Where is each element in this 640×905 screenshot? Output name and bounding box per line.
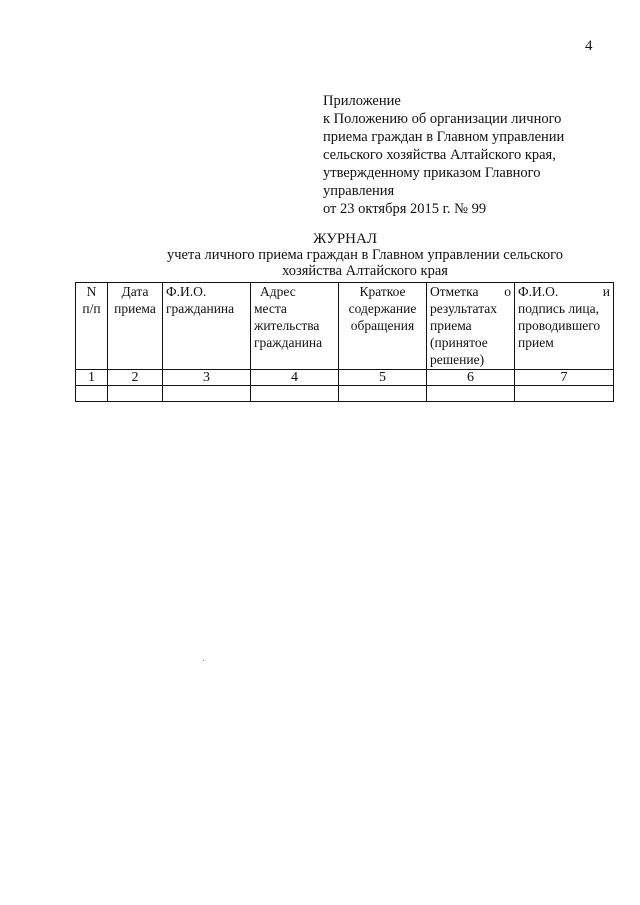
table-number-row	[76, 370, 614, 386]
column-number: 1	[76, 370, 108, 386]
empty-cell	[427, 386, 515, 402]
header-text: N	[86, 284, 97, 299]
column-number: 3	[163, 370, 251, 386]
header-word: Отметка	[430, 284, 479, 299]
empty-cell	[339, 386, 427, 402]
header-text: проводившего	[518, 318, 601, 333]
header-text: обращения	[350, 318, 415, 333]
appendix-block	[323, 92, 623, 218]
header-cell-date	[108, 283, 163, 370]
appendix-line: управления	[323, 183, 395, 199]
table-empty-row	[76, 386, 614, 402]
header-text: жительства	[254, 318, 320, 333]
column-number: 4	[251, 370, 339, 386]
header-cell-number	[76, 283, 108, 370]
header-cell-summary	[339, 283, 427, 370]
header-cell-address	[251, 283, 339, 370]
column-number: 6	[427, 370, 515, 386]
empty-cell	[251, 386, 339, 402]
appendix-line: Приложение	[323, 93, 401, 109]
header-text: Дата	[121, 284, 149, 299]
empty-cell	[163, 386, 251, 402]
page-number: 4	[585, 38, 593, 54]
journal-subtitle-line: учета личного приема граждан в Главном управлении сельского	[167, 247, 563, 263]
header-text: результатах	[430, 301, 498, 316]
appendix-line: приема граждан в Главном управлении	[323, 129, 565, 145]
header-cell-official	[515, 283, 614, 370]
header-word: и	[602, 284, 610, 299]
header-text: гражданина	[254, 335, 323, 350]
header-text: решение)	[430, 352, 485, 367]
journal-table	[75, 282, 614, 402]
header-text: п/п	[82, 301, 101, 316]
header-text: прием	[518, 335, 554, 350]
appendix-line: сельского хозяйства Алтайского края,	[323, 147, 556, 163]
column-number: 7	[515, 370, 614, 386]
header-text: содержание	[348, 301, 417, 316]
header-cell-name	[163, 283, 251, 370]
header-text: приема	[430, 318, 472, 333]
journal-subtitle-line: хозяйства Алтайского края	[282, 263, 448, 279]
journal-title: ЖУРНАЛ	[312, 231, 378, 247]
empty-cell	[76, 386, 108, 402]
header-text: (принятое	[430, 335, 488, 350]
header-text	[518, 283, 610, 300]
header-word: о	[504, 284, 511, 299]
header-text: Адрес	[260, 284, 296, 299]
header-cell-result	[427, 283, 515, 370]
scan-speck	[203, 660, 204, 661]
header-word: Ф.И.О.	[518, 284, 559, 299]
appendix-line: от 23 октября 2015 г. № 99	[323, 201, 487, 217]
appendix-line: к Положению об организации личного	[323, 111, 562, 127]
header-text: места	[254, 301, 287, 316]
empty-cell	[515, 386, 614, 402]
header-text: приема	[114, 301, 156, 316]
header-text: Краткое	[359, 284, 406, 299]
column-number: 2	[108, 370, 163, 386]
journal-subtitle	[100, 247, 630, 279]
header-text: подпись лица,	[518, 301, 599, 316]
column-number: 5	[339, 370, 427, 386]
header-text: Ф.И.О.	[166, 284, 207, 299]
header-text: гражданина	[166, 301, 235, 316]
table-header-row	[76, 283, 614, 370]
empty-cell	[108, 386, 163, 402]
header-text	[430, 283, 511, 300]
appendix-line: утвержденному приказом Главного	[323, 165, 541, 181]
